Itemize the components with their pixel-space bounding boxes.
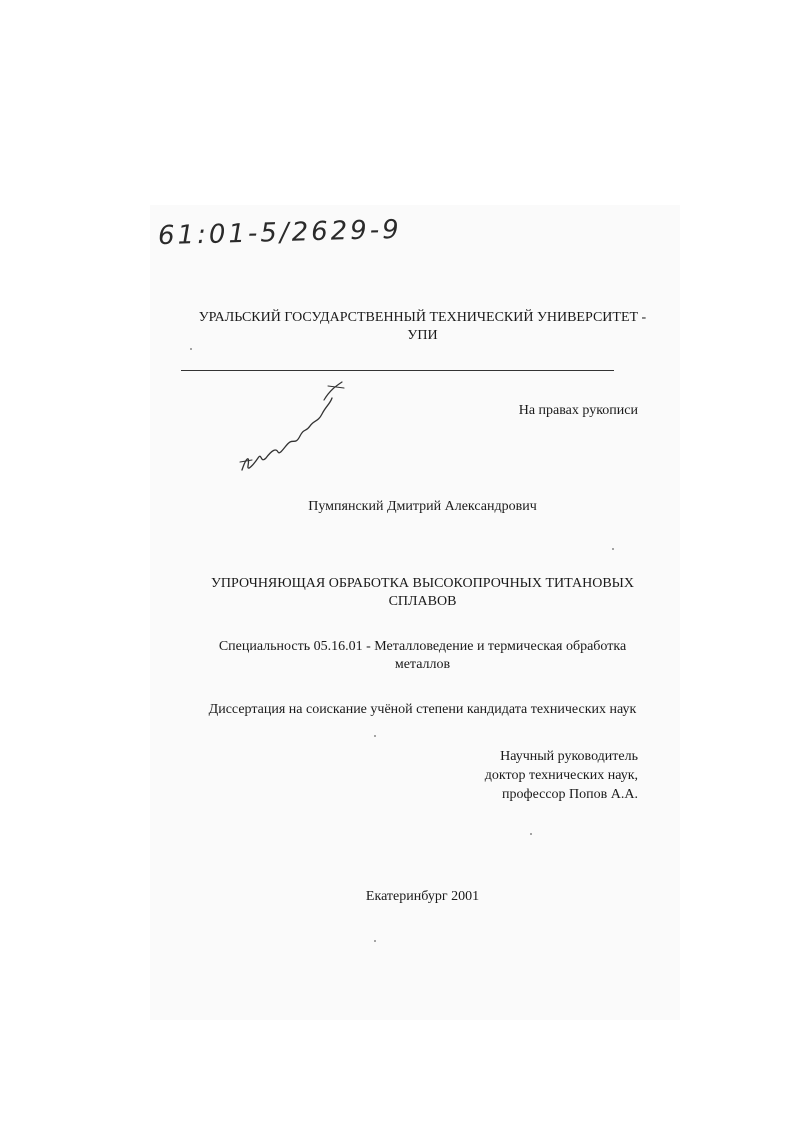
handwritten-signature [232, 378, 352, 478]
specialty-line-1: Специальность 05.16.01 - Металловедение и термическая обработка [218, 639, 627, 654]
rights-note: На правах рукописи [518, 403, 638, 418]
supervisor-line-3: профессор Попов А.А. [502, 787, 638, 802]
specialty-line-2: металлов [394, 657, 451, 672]
scan-speck [190, 348, 192, 350]
supervisor-line-1: Научный руководитель [500, 749, 638, 764]
university-name [150, 309, 695, 345]
scan-speck [374, 940, 376, 942]
scan-speck [374, 735, 376, 737]
author-name: Пумпянский Дмитрий Александрович [308, 499, 537, 514]
dissertation-title [150, 575, 695, 611]
archive-number: 61:01-5/2629-9 [157, 214, 403, 252]
scan-speck [530, 833, 532, 835]
specialty [150, 638, 695, 674]
university-line-2: УПИ [407, 328, 438, 343]
supervisor-line-2: доктор технических наук, [484, 768, 638, 783]
university-line-1: УРАЛЬСКИЙ ГОСУДАРСТВЕННЫЙ ТЕХНИЧЕСКИЙ УНИВЕРСИТЕТ - [198, 310, 647, 325]
title-line-1: УПРОЧНЯЮЩАЯ ОБРАБОТКА ВЫСОКОПРОЧНЫХ ТИТАНОВЫХ [210, 576, 634, 591]
scan-speck [612, 548, 614, 550]
horizontal-rule [181, 370, 614, 371]
city-year: Екатеринбург 2001 [365, 889, 480, 904]
dissertation-type: Диссертация на соискание учёной степени кандидата технических наук [208, 702, 637, 717]
supervisor-block [485, 747, 638, 804]
title-line-2: СПЛАВОВ [388, 594, 457, 609]
